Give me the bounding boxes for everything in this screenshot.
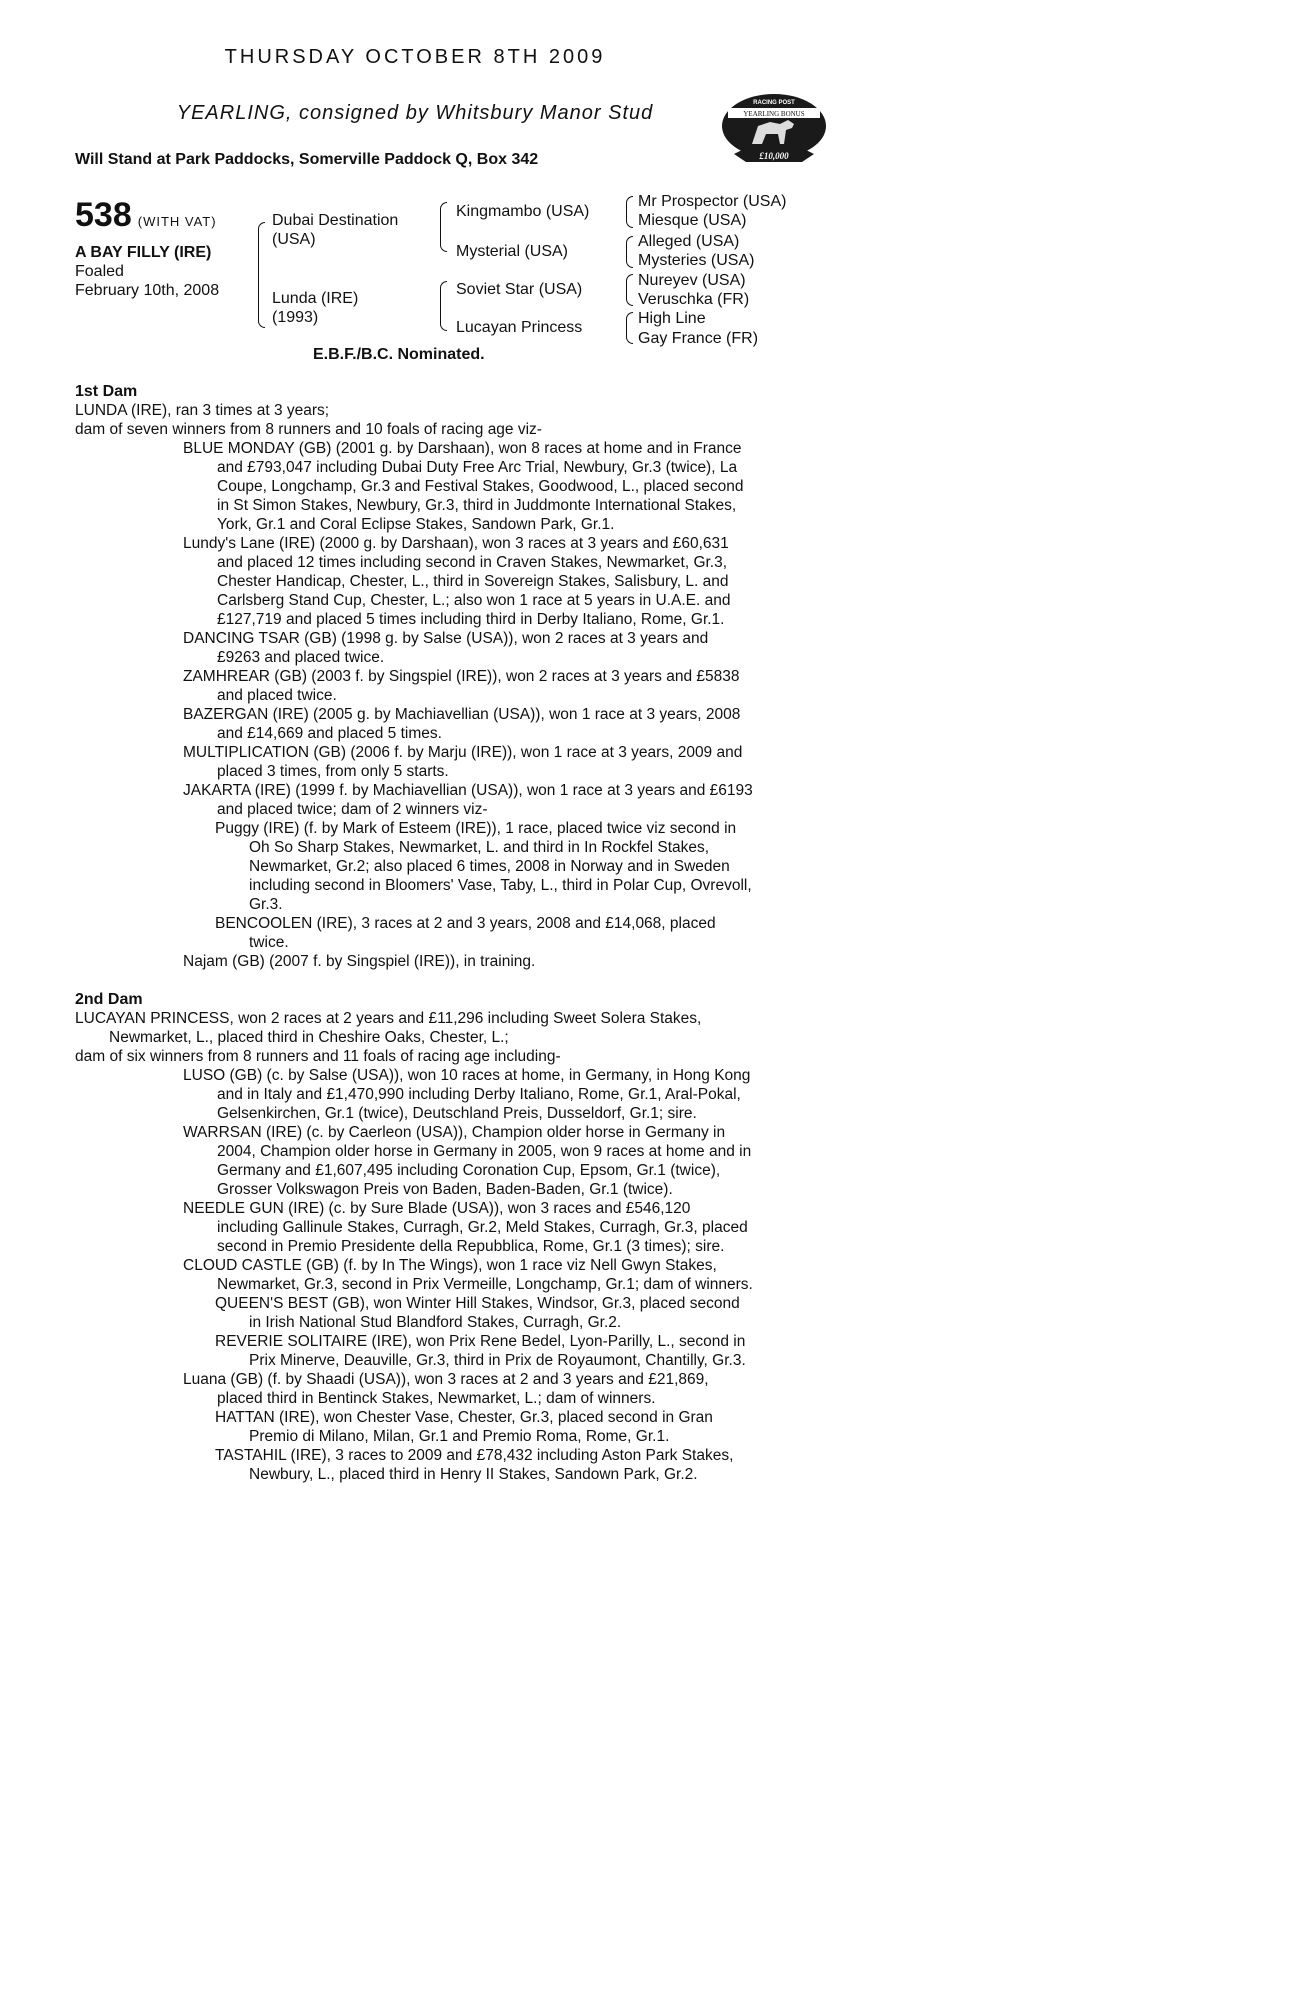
pedigree-brace [626, 274, 633, 306]
pedigree-gen3-2: Alleged (USA) [638, 233, 740, 250]
pedigree-brace [626, 236, 633, 268]
badge-line1: RACING POST [753, 100, 795, 106]
grand-offspring-entry: HATTAN (IRE), won Chester Vase, Chester, Gr.3, placed second in Gran Premio di Milano, Milan, Gr.1 and Premio Roma, Rome, Gr.1. [215, 1409, 713, 1445]
grand-offspring-entry: REVERIE SOLITAIRE (IRE), won Prix Rene Bedel, Lyon-Parilly, L., second in Prix Minerve, Deauville, Gr.3, third in Prix de Royaumont, Chantilly, Gr.3. [215, 1333, 746, 1369]
offspring-entry: BAZERGAN (IRE) (2005 g. by Machiavellian (USA)), won 1 race at 3 years, 2008 and £14,669 and placed 5 times. [183, 706, 741, 742]
grand-offspring-entry: TASTAHIL (IRE), 3 races to 2009 and £78,432 including Aston Park Stakes, Newbury, L., placed third in Henry II Stakes, Sandown Park, Gr.2. [215, 1447, 734, 1483]
sale-date-header: THURSDAY OCTOBER 8TH 2009 [224, 46, 606, 68]
first-dam-intro: LUNDA (IRE), ran 3 times at 3 years; [75, 402, 330, 419]
pedigree-gen3-3: Mysteries (USA) [638, 252, 755, 269]
pedigree-gen3-0: Mr Prospector (USA) [638, 193, 787, 210]
offspring-entry: ZAMHREAR (GB) (2003 f. by Singspiel (IRE)), won 2 races at 3 years and £5838 and placed twice. [183, 668, 740, 704]
grand-offspring-entry: BENCOOLEN (IRE), 3 races at 2 and 3 years, 2008 and £14,068, placed twice. [215, 915, 716, 951]
offspring-entry: MULTIPLICATION (GB) (2006 f. by Marju (IRE)), won 1 race at 3 years, 2009 and placed 3 times, from only 5 starts. [183, 744, 743, 780]
horse-name: A BAY FILLY (IRE) [75, 244, 212, 261]
offspring-entry: CLOUD CASTLE (GB) (f. by In The Wings), won 1 race viz Nell Gwyn Stakes, Newmarket, Gr.3, second in Prix Vermeille, Longchamp, Gr.1; dam of winners. [183, 1257, 753, 1293]
first-dam-title: 1st Dam [75, 383, 138, 400]
pedigree-gen3-1: Miesque (USA) [638, 212, 747, 229]
foaled-label: Foaled [75, 263, 124, 280]
lot-vat: (WITH VAT) [137, 214, 217, 229]
consignment-line: YEARLING, consigned by Whitsbury Manor Stud [176, 102, 654, 124]
pedigree-brace [626, 196, 633, 228]
pedigree-gen2-2: Soviet Star (USA) [456, 281, 583, 298]
grand-offspring-entry: QUEEN'S BEST (GB), won Winter Hill Stakes, Windsor, Gr.3, placed second in Irish National Stud Blandford Stakes, Curragh, Gr.2. [215, 1295, 740, 1331]
pedigree-gen3-7: Gay France (FR) [638, 330, 759, 347]
lot-number: 538 [75, 196, 132, 234]
offspring-entry: Lundy's Lane (IRE) (2000 g. by Darshaan), won 3 races at 3 years and £60,631 and placed 12 times including second in Craven Stakes, Newmarket, Gr.3, Chester Handicap, Chester, L., third in Sovereign Stakes, Salisbury, L. and Carlsberg Stand Cup, Chester, L.; also won 1 race at 5 years in U.A.E. and £127,719 and placed 5 times including third in Derby Italiano, Rome, Gr.1. [183, 535, 731, 628]
pedigree-gen2-1: Mysterial (USA) [456, 243, 569, 260]
stand-location: Will Stand at Park Paddocks, Somerville Paddock Q, Box 342 [75, 151, 539, 168]
offspring-entry: Najam (GB) (2007 f. by Singspiel (IRE)), in training. [183, 953, 536, 970]
offspring-entry: NEEDLE GUN (IRE) (c. by Sure Blade (USA)), won 3 races and £546,120 including Gallinule Stakes, Curragh, Gr.2, Meld Stakes, Curragh, Gr.3, placed second in Premio Presidente della Repubblica, Rome, Gr.1 (3 times); sire. [183, 1200, 748, 1255]
lot-number-block [75, 196, 217, 235]
pedigree-gen3-4: Nureyev (USA) [638, 272, 746, 289]
offspring-entry: BLUE MONDAY (GB) (2001 g. by Darshaan), won 8 races at home and in France and £793,047 including Dubai Duty Free Arc Trial, Newbury, Gr.3 (twice), La Coupe, Longchamp, Gr.3 and Festival Stakes, Goodwood, L., placed second in St Simon Stakes, Newbury, Gr.3, third in Juddmonte International Stakes, York, Gr.1 and Coral Eclipse Stakes, Sandown Park, Gr.1. [183, 440, 744, 533]
badge-amount: £10,000 [759, 151, 789, 161]
offspring-entry: WARRSAN (IRE) (c. by Caerleon (USA)), Champion older horse in Germany in 2004, Champion older horse in Germany in 2005, won 9 races at home and in Germany and £1,607,495 including Coronation Cup, Epsom, Gr.1 (twice), Grosser Volkswagon Preis von Baden, Baden-Baden, Gr.1 (twice). [183, 1124, 752, 1198]
pedigree-gen3-5: Veruschka (FR) [638, 291, 750, 308]
pedigree-sire: Dubai Destination (USA) [272, 212, 399, 248]
second-dam-title: 2nd Dam [75, 991, 143, 1008]
second-dam-produce-summary: dam of six winners from 8 runners and 11 foals of racing age including- [75, 1048, 561, 1065]
yearling-bonus-badge [718, 92, 830, 170]
pedigree-brace [626, 312, 633, 344]
grand-offspring-entry: Puggy (IRE) (f. by Mark of Esteem (IRE)), 1 race, placed twice viz second in Oh So Sharp Stakes, Newmarket, L. and third in In Rockfel Stakes, Newmarket, Gr.2; also placed 6 times, 2008 in Norway and in Sweden including second in Bloomers' Vase, Taby, L., third in Polar Cup, Ovrevoll, Gr.3. [215, 820, 752, 913]
pedigree-notes [75, 382, 755, 1484]
pedigree-gen2-3: Lucayan Princess [456, 319, 583, 336]
badge-line2: YEARLING BONUS [743, 110, 805, 118]
nomination-note: E.B.F./B.C. Nominated. [313, 346, 485, 363]
pedigree-gen3-6: High Line [638, 310, 706, 327]
pedigree-brace [258, 222, 265, 328]
pedigree-brace [440, 202, 447, 252]
first-dam-produce-summary: dam of seven winners from 8 runners and 10 foals of racing age viz- [75, 421, 542, 438]
pedigree-gen2-0: Kingmambo (USA) [456, 203, 590, 220]
foaled-date: February 10th, 2008 [75, 282, 220, 299]
offspring-entry: LUSO (GB) (c. by Salse (USA)), won 10 races at home, in Germany, in Hong Kong and in Italy and £1,470,990 including Derby Italiano, Rome, Gr.1, Aral-Pokal, Gelsenkirchen, Gr.1 (twice), Deutschland Preis, Dusseldorf, Gr.1; sire. [183, 1067, 751, 1122]
offspring-entry: DANCING TSAR (GB) (1998 g. by Salse (USA)), won 2 races at 3 years and £9263 and placed twice. [183, 630, 709, 666]
pedigree-dam: Lunda (IRE) (1993) [272, 290, 359, 326]
second-dam-intro: LUCAYAN PRINCESS, won 2 races at 2 years and £11,296 including Sweet Solera Stakes, Newmarket, L., placed third in Cheshire Oaks, Chester, L.; [75, 1010, 702, 1046]
pedigree-brace [440, 281, 447, 331]
offspring-entry: Luana (GB) (f. by Shaadi (USA)), won 3 races at 2 and 3 years and £21,869, placed third in Bentinck Stakes, Newmarket, L.; dam of winners. [183, 1371, 709, 1407]
foaled-info [75, 262, 219, 300]
offspring-entry: JAKARTA (IRE) (1999 f. by Machiavellian (USA)), won 1 race at 3 years and £6193 and placed twice; dam of 2 winners viz- [183, 782, 753, 818]
